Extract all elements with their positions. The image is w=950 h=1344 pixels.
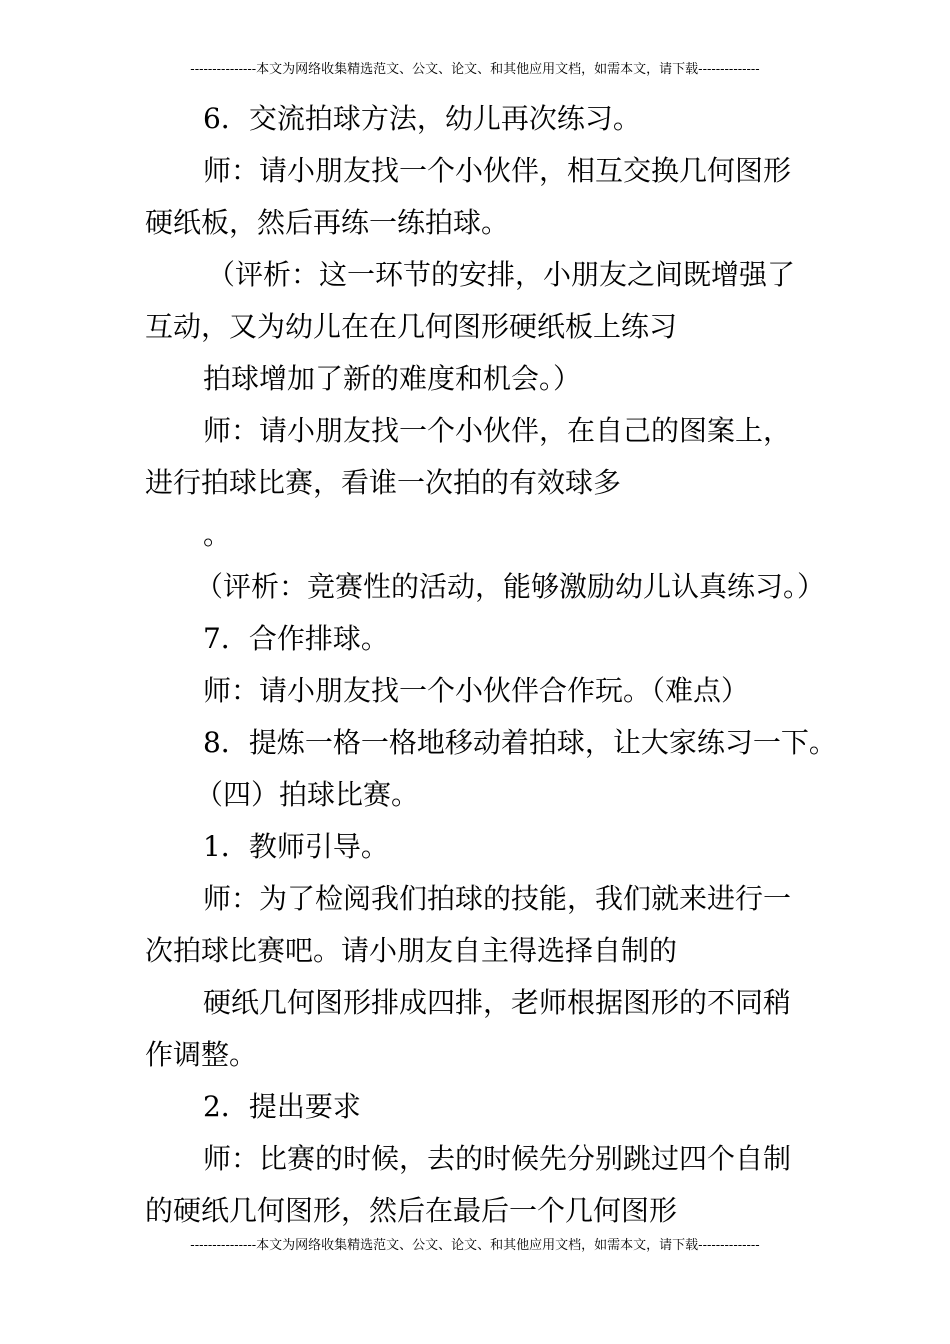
section-heading: 8．提炼一格一格地移动着拍球，让大家练习一下。	[203, 726, 837, 759]
paragraph-line: 次拍球比赛吧。请小朋友自主得选择自制的	[145, 934, 678, 967]
section-heading: 2．提出要求	[203, 1090, 361, 1123]
paragraph-line: 师：请小朋友找一个小伙伴合作玩。（难点）	[203, 674, 750, 707]
paragraph-line: 师：请小朋友找一个小伙伴，在自己的图案上，	[203, 414, 792, 447]
section-heading: （四）拍球比赛。	[195, 778, 420, 811]
page-footer: ---------------本文为网络收集精选范文、公文、论文、和其他应用文档，如需本文，请下载--------------	[190, 1238, 760, 1253]
paragraph-line: 师：为了检阅我们拍球的技能，我们就来进行一	[203, 882, 792, 915]
paragraph-line: 作调整。	[145, 1038, 258, 1071]
paragraph-line: 的硬纸几何图形，然后在最后一个几何图形	[145, 1194, 678, 1227]
page-header: ---------------本文为网络收集精选范文、公文、论文、和其他应用文档，如需本文，请下载--------------	[190, 62, 760, 77]
paragraph-line: 。	[203, 518, 232, 551]
paragraph-line: 硬纸几何图形排成四排，老师根据图形的不同稍	[203, 986, 792, 1019]
comment-line: 拍球增加了新的难度和机会。）	[203, 362, 582, 395]
paragraph-line: 硬纸板，然后再练一练拍球。	[145, 206, 510, 239]
comment-line: （评析：竞赛性的活动，能够激励幼儿认真练习。）	[195, 570, 826, 603]
comment-line: （评析：这一环节的安排，小朋友之间既增强了	[207, 258, 796, 291]
paragraph-line: 师：请小朋友找一个小伙伴，相互交换几何图形	[203, 154, 792, 187]
document-body	[145, 93, 837, 1237]
paragraph-line: 师：比赛的时候，去的时候先分别跳过四个自制	[203, 1142, 792, 1175]
section-heading: 6．交流拍球方法，幼儿再次练习。	[203, 102, 641, 135]
comment-line: 互动，又为幼儿在在几何图形硬纸板上练习	[145, 310, 678, 343]
section-heading: 1．教师引导。	[203, 830, 389, 863]
section-heading: 7．合作排球。	[203, 622, 389, 655]
paragraph-line: 进行拍球比赛，看谁一次拍的有效球多	[145, 466, 622, 499]
